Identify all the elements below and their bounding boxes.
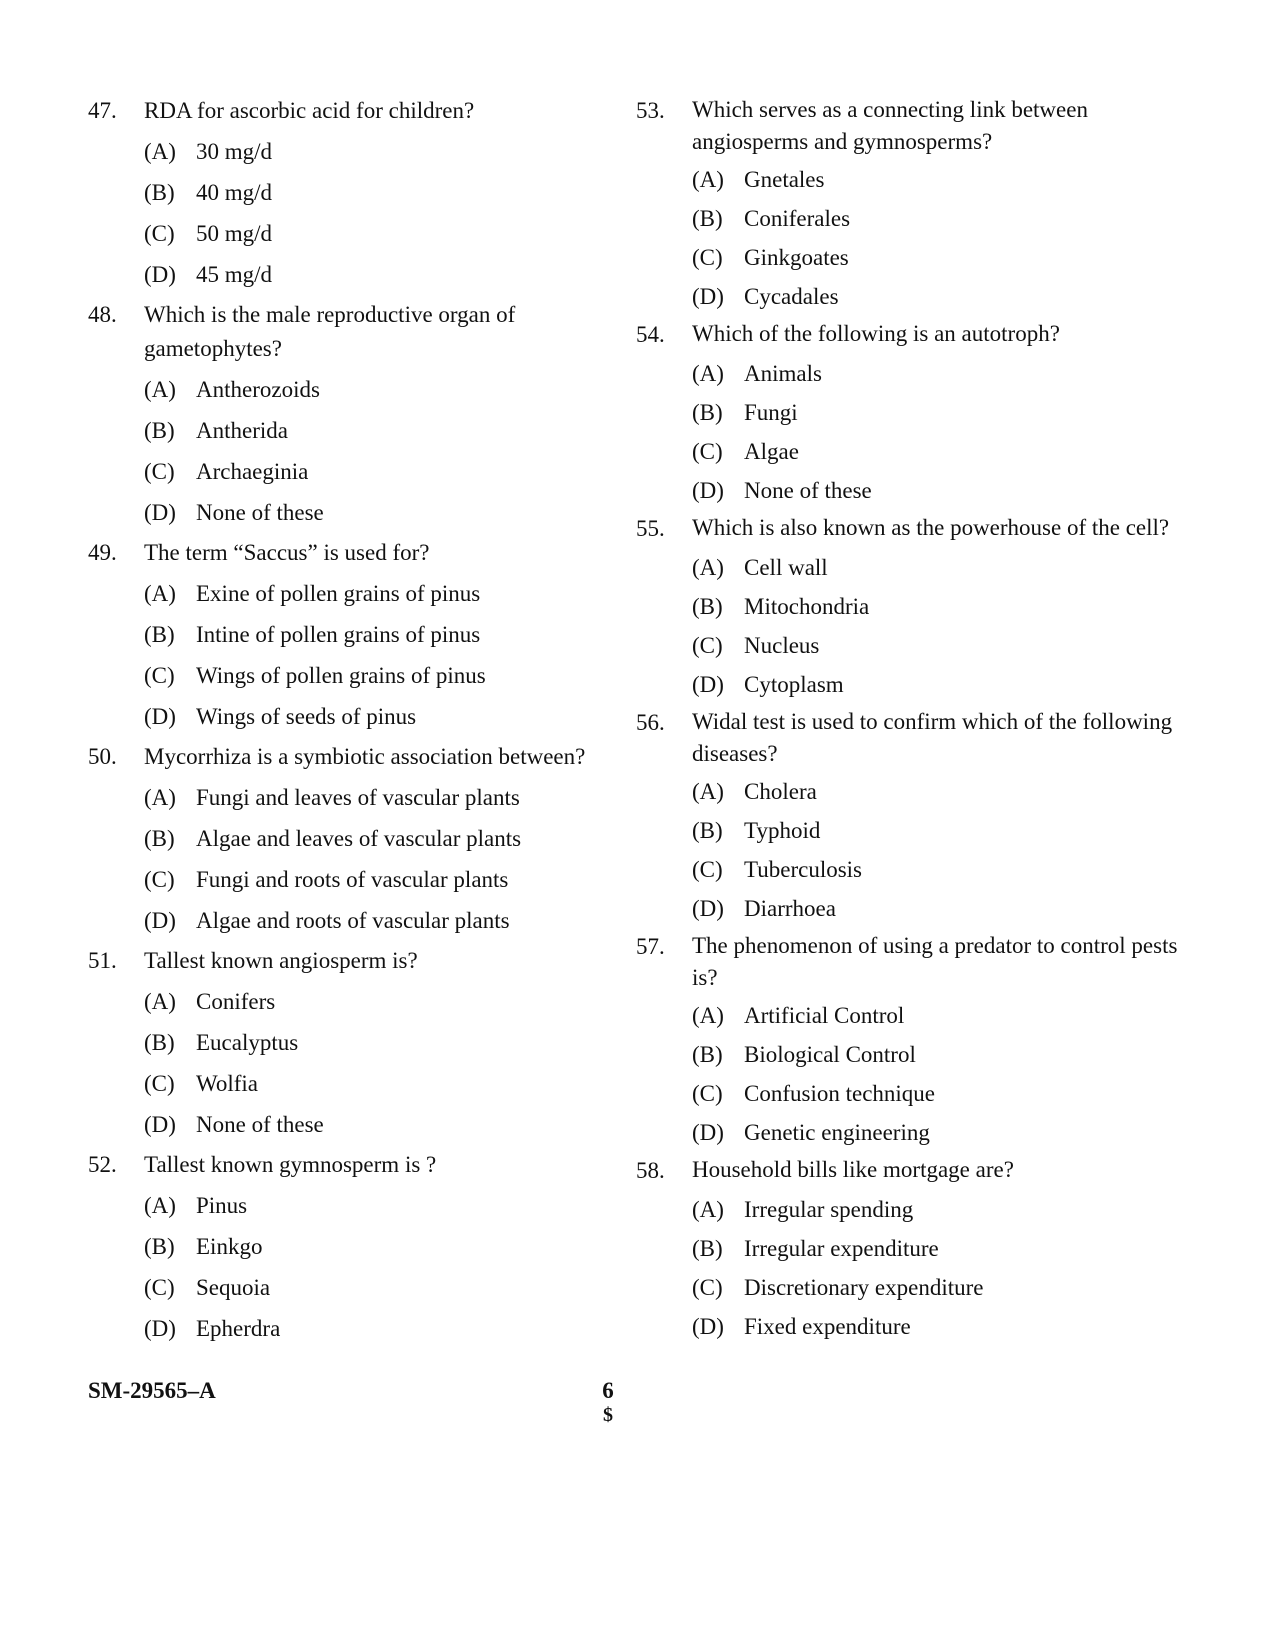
option-text: Sequoia: [196, 1275, 271, 1300]
question-text: Which of the following is an autotroph?: [692, 321, 1060, 346]
question-number: 57.: [636, 934, 665, 959]
option-letter: (D): [144, 1316, 176, 1341]
option-text: Archaeginia: [196, 459, 309, 484]
option-text: Wings of pollen grains of pinus: [196, 663, 486, 688]
option-letter: (D): [144, 1112, 176, 1137]
answer-option: [636, 395, 1196, 430]
option-text: 30 mg/d: [196, 139, 273, 164]
option-text: Confusion technique: [744, 1081, 935, 1106]
option-text: Tuberculosis: [744, 857, 862, 882]
question-text: Which is also known as the powerhouse of the cell?: [692, 515, 1170, 540]
question-number: 49.: [88, 540, 117, 565]
question-text: Which is the male reproductive organ of gametophytes?: [144, 302, 516, 361]
question: [636, 706, 1196, 770]
question: [88, 944, 648, 978]
option-text: 45 mg/d: [196, 262, 273, 287]
option-text: Genetic engineering: [744, 1120, 930, 1145]
answer-option: [88, 414, 648, 448]
option-text: Biological Control: [744, 1042, 916, 1067]
answer-option: [636, 852, 1196, 887]
option-letter: (C): [144, 1275, 175, 1300]
option-text: Antherida: [196, 418, 288, 443]
answer-option: [636, 998, 1196, 1033]
option-text: Coniferales: [744, 206, 851, 231]
option-text: Fungi and leaves of vascular plants: [196, 785, 520, 810]
option-letter: (A): [144, 989, 176, 1014]
option-text: Cycadales: [744, 284, 839, 309]
option-letter: (B): [144, 180, 175, 205]
answer-option: [88, 1271, 648, 1305]
answer-option: [636, 1309, 1196, 1344]
question-number: 51.: [88, 948, 117, 973]
option-letter: (C): [692, 857, 723, 882]
option-letter: (B): [144, 622, 175, 647]
option-list: [88, 985, 648, 1142]
option-text: Wolfia: [196, 1071, 259, 1096]
answer-option: [88, 1230, 648, 1264]
answer-option: [636, 162, 1196, 197]
answer-option: [636, 1231, 1196, 1266]
question: [636, 94, 1196, 158]
answer-option: [88, 863, 648, 897]
option-letter: (B): [144, 826, 175, 851]
option-list: [88, 577, 648, 734]
left-question-column: [88, 94, 648, 1346]
option-letter: (A): [692, 361, 724, 386]
answer-option: [636, 813, 1196, 848]
option-letter: (A): [144, 139, 176, 164]
option-letter: (D): [144, 704, 176, 729]
question-text: The phenomenon of using a predator to control pests is?: [692, 933, 1178, 990]
option-letter: (C): [144, 663, 175, 688]
answer-option: [636, 1192, 1196, 1227]
option-letter: (D): [692, 284, 724, 309]
answer-option: [88, 135, 648, 169]
answer-option: [636, 279, 1196, 314]
option-letter: (D): [692, 896, 724, 921]
answer-option: [636, 1076, 1196, 1111]
right-question-column: [636, 94, 1196, 1344]
answer-option: [88, 577, 648, 611]
question: [636, 318, 1196, 352]
option-list: [636, 162, 1196, 314]
option-letter: (D): [144, 908, 176, 933]
option-letter: (C): [144, 867, 175, 892]
option-text: None of these: [744, 478, 872, 503]
option-letter: (B): [692, 594, 723, 619]
question-text: RDA for ascorbic acid for children?: [144, 98, 475, 123]
answer-option: [636, 473, 1196, 508]
answer-option: [636, 1270, 1196, 1305]
option-letter: (C): [692, 1275, 723, 1300]
question-number: 54.: [636, 322, 665, 347]
option-letter: (C): [692, 439, 723, 464]
option-letter: (D): [692, 672, 724, 697]
option-text: Ginkgoates: [744, 245, 849, 270]
option-text: Artificial Control: [744, 1003, 905, 1028]
answer-option: [636, 550, 1196, 585]
answer-option: [636, 201, 1196, 236]
option-letter: (C): [144, 459, 175, 484]
option-text: Algae: [744, 439, 799, 464]
option-text: Conifers: [196, 989, 276, 1014]
option-text: 50 mg/d: [196, 221, 273, 246]
option-text: Fungi: [744, 400, 798, 425]
option-text: Fixed expenditure: [744, 1314, 911, 1339]
answer-option: [636, 1115, 1196, 1150]
answer-option: [88, 496, 648, 530]
question-text: Tallest known angiosperm is?: [144, 948, 418, 973]
question-number: 50.: [88, 744, 117, 769]
option-text: Antherozoids: [196, 377, 320, 402]
option-text: Fungi and roots of vascular plants: [196, 867, 509, 892]
question: [88, 740, 648, 774]
answer-option: [88, 659, 648, 693]
question-number: 52.: [88, 1152, 117, 1177]
option-letter: (D): [144, 262, 176, 287]
answer-option: [88, 1108, 648, 1142]
option-letter: (D): [692, 478, 724, 503]
option-letter: (B): [144, 1030, 175, 1055]
question-text: The term “Saccus” is used for?: [144, 540, 430, 565]
option-list: [636, 1192, 1196, 1344]
option-text: Nucleus: [744, 633, 820, 658]
option-text: Diarrhoea: [744, 896, 836, 921]
question-number: 56.: [636, 710, 665, 735]
option-text: Algae and roots of vascular plants: [196, 908, 510, 933]
question-text: Which serves as a connecting link between angiosperms and gymnosperms?: [692, 97, 1088, 154]
option-list: [88, 135, 648, 292]
answer-option: [636, 434, 1196, 469]
answer-option: [636, 589, 1196, 624]
question-text: Household bills like mortgage are?: [692, 1157, 1014, 1182]
answer-option: [636, 356, 1196, 391]
answer-option: [88, 258, 648, 292]
option-text: Cytoplasm: [744, 672, 844, 697]
option-letter: (D): [692, 1314, 724, 1339]
option-letter: (B): [692, 206, 723, 231]
option-text: Eucalyptus: [196, 1030, 299, 1055]
question-number: 47.: [88, 98, 117, 123]
option-letter: (C): [692, 245, 723, 270]
option-text: Pinus: [196, 1193, 248, 1218]
option-text: Epherdra: [196, 1316, 281, 1341]
option-text: Intine of pollen grains of pinus: [196, 622, 481, 647]
answer-option: [88, 618, 648, 652]
option-letter: (B): [692, 400, 723, 425]
option-letter: (B): [144, 1234, 175, 1259]
option-letter: (C): [692, 633, 723, 658]
option-text: Irregular expenditure: [744, 1236, 939, 1261]
option-letter: (A): [692, 167, 724, 192]
option-list: [88, 373, 648, 530]
option-list: [636, 550, 1196, 702]
question-number: 53.: [636, 98, 665, 123]
option-letter: (A): [692, 555, 724, 580]
question: [88, 298, 648, 366]
page-symbol: $: [603, 1404, 613, 1426]
option-letter: (D): [144, 500, 176, 525]
option-text: Discretionary expenditure: [744, 1275, 984, 1300]
option-list: [88, 1189, 648, 1346]
option-list: [636, 356, 1196, 508]
question: [88, 94, 648, 128]
answer-option: [88, 217, 648, 251]
option-letter: (C): [144, 1071, 175, 1096]
option-text: None of these: [196, 500, 324, 525]
answer-option: [88, 904, 648, 938]
option-letter: (B): [692, 818, 723, 843]
option-letter: (B): [692, 1042, 723, 1067]
question-text: Tallest known gymnosperm is ?: [144, 1152, 437, 1177]
answer-option: [88, 781, 648, 815]
answer-option: [88, 1312, 648, 1346]
answer-option: [88, 700, 648, 734]
option-letter: (B): [692, 1236, 723, 1261]
option-text: Algae and leaves of vascular plants: [196, 826, 522, 851]
answer-option: [88, 822, 648, 856]
option-text: 40 mg/d: [196, 180, 273, 205]
option-letter: (A): [144, 785, 176, 810]
option-letter: (C): [692, 1081, 723, 1106]
option-text: Cholera: [744, 779, 817, 804]
option-text: Exine of pollen grains of pinus: [196, 581, 481, 606]
answer-option: [88, 373, 648, 407]
answer-option: [636, 891, 1196, 926]
question-number: 48.: [88, 302, 117, 327]
option-letter: (A): [144, 377, 176, 402]
option-list: [88, 781, 648, 938]
answer-option: [88, 985, 648, 1019]
option-text: None of these: [196, 1112, 324, 1137]
option-text: Mitochondria: [744, 594, 870, 619]
answer-option: [88, 176, 648, 210]
question: [636, 1154, 1196, 1188]
option-text: Cell wall: [744, 555, 828, 580]
option-letter: (A): [692, 1003, 724, 1028]
page-number: 6: [602, 1378, 614, 1403]
option-text: Typhoid: [744, 818, 821, 843]
option-text: Einkgo: [196, 1234, 263, 1259]
question: [88, 1148, 648, 1182]
answer-option: [88, 1026, 648, 1060]
option-letter: (B): [144, 418, 175, 443]
option-letter: (C): [144, 221, 175, 246]
option-text: Irregular spending: [744, 1197, 914, 1222]
question: [88, 536, 648, 570]
option-letter: (A): [692, 779, 724, 804]
answer-option: [88, 1189, 648, 1223]
option-text: Wings of seeds of pinus: [196, 704, 417, 729]
option-list: [636, 998, 1196, 1150]
option-letter: (A): [144, 1193, 176, 1218]
answer-option: [88, 1067, 648, 1101]
question-number: 55.: [636, 516, 665, 541]
question-number: 58.: [636, 1158, 665, 1183]
answer-option: [636, 240, 1196, 275]
paper-code: SM-29565–A: [88, 1378, 216, 1403]
answer-option: [636, 667, 1196, 702]
answer-option: [636, 628, 1196, 663]
answer-option: [636, 774, 1196, 809]
question-text: Mycorrhiza is a symbiotic association between?: [144, 744, 586, 769]
option-text: Gnetales: [744, 167, 825, 192]
option-list: [636, 774, 1196, 926]
question: [636, 512, 1196, 546]
option-letter: (A): [692, 1197, 724, 1222]
answer-option: [88, 455, 648, 489]
option-letter: (D): [692, 1120, 724, 1145]
answer-option: [636, 1037, 1196, 1072]
option-letter: (A): [144, 581, 176, 606]
option-text: Animals: [744, 361, 822, 386]
question-text: Widal test is used to confirm which of the following diseases?: [692, 709, 1173, 766]
question: [636, 930, 1196, 994]
